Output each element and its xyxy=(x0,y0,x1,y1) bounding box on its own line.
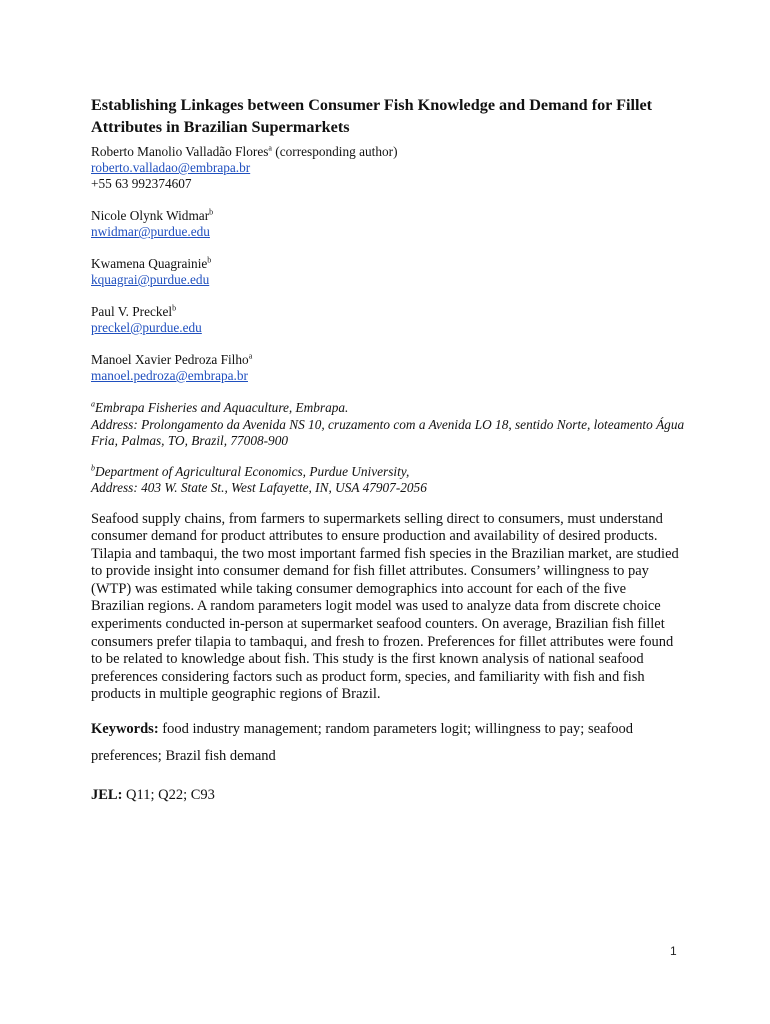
affiliation-name: Embrapa Fisheries and Aquaculture, Embrapa. xyxy=(95,400,349,415)
keywords-label: Keywords: xyxy=(91,721,159,738)
author-name: Paul V. Preckel xyxy=(91,304,173,319)
author-name: Kwamena Quagrainie xyxy=(91,256,208,271)
author-name: Nicole Olynk Widmar xyxy=(91,208,210,223)
author-block-1 xyxy=(91,144,691,192)
author-email-link[interactable]: manoel.pedroza@embrapa.br xyxy=(91,368,248,383)
author-phone: +55 63 992374607 xyxy=(91,176,192,191)
affiliation-address: Address: 403 W. State St., West Lafayette, IN, USA 47907-2056 xyxy=(91,480,427,495)
author-email-link[interactable]: kquagrai@purdue.edu xyxy=(91,272,210,287)
author-name-line xyxy=(91,144,691,160)
paper-page xyxy=(91,94,691,804)
affiliation-a xyxy=(91,400,691,450)
affiliation-b xyxy=(91,464,691,497)
jel-label: JEL: xyxy=(91,787,123,804)
affiliation-marker: a xyxy=(248,351,253,361)
abstract-text: Seafood supply chains, from farmers to supermarkets selling direct to consumers, must understand consumer demand for product attributes to ensure production and availability of desired products. Tilapia and tambaqui, the two most important farmed fish species in the Brazilian market, are studied to provide insight into consumer demand for fish fillet attributes. Consumers’ willingness to pay (WTP) was estimated while taking consumer demographics into account for each of the five Brazilian regions. A random parameters logit model was used to analyze data from discrete choice experiments conducted in-person at supermarket seafood counters. On average, Brazilian fish fillet consumers prefer tilapia to tambaqui, and fresh to frozen. Preferences for fillet attributes were found to be related to knowledge about fish. This study is the first known analysis of national seafood preferences considering factors such as product form, species, and familiarity with fish and fish products in multiple geographic regions of Brazil. xyxy=(91,510,679,703)
jel-paragraph xyxy=(91,786,691,804)
affiliation-name: Department of Agricultural Economics, Purdue University, xyxy=(95,463,410,479)
paper-title: Establishing Linkages between Consumer Fish Knowledge and Demand for Fillet Attributes in Brazilian Supermarkets xyxy=(91,96,653,136)
author-block-5 xyxy=(91,352,691,384)
jel-codes: Q11; Q22; C93 xyxy=(122,787,215,804)
affiliation-address: Address: Prolongamento da Avenida NS 10, cruzamento com a Avenida LO 18, sentido Norte, loteamento Água Fria, Palmas, TO, Brazil, 77008-900 xyxy=(91,416,685,448)
page-number: 1 xyxy=(670,944,677,958)
author-email-link[interactable]: preckel@purdue.edu xyxy=(91,320,202,335)
keywords-text: food industry management; random parameters logit; willingness to pay; seafood preferences; Brazil fish demand xyxy=(91,721,634,765)
affiliation-marker: b xyxy=(207,255,212,265)
author-block-4 xyxy=(91,304,691,336)
author-email-link[interactable]: roberto.valladao@embrapa.br xyxy=(91,160,251,175)
author-note: (corresponding author) xyxy=(271,144,398,159)
affiliation-marker: a xyxy=(91,399,95,409)
author-email-link[interactable]: nwidmar@purdue.edu xyxy=(91,224,210,239)
author-name: Manoel Xavier Pedroza Filho xyxy=(91,352,249,367)
affiliation-marker: b xyxy=(91,463,95,473)
author-block-2 xyxy=(91,208,691,240)
author-block-3 xyxy=(91,256,691,288)
author-name: Roberto Manolio Valladão Flores xyxy=(91,144,269,159)
keywords-paragraph xyxy=(91,716,681,770)
affiliation-marker: b xyxy=(209,207,214,217)
affiliation-marker: b xyxy=(172,303,177,313)
affiliation-marker: a xyxy=(268,143,272,153)
